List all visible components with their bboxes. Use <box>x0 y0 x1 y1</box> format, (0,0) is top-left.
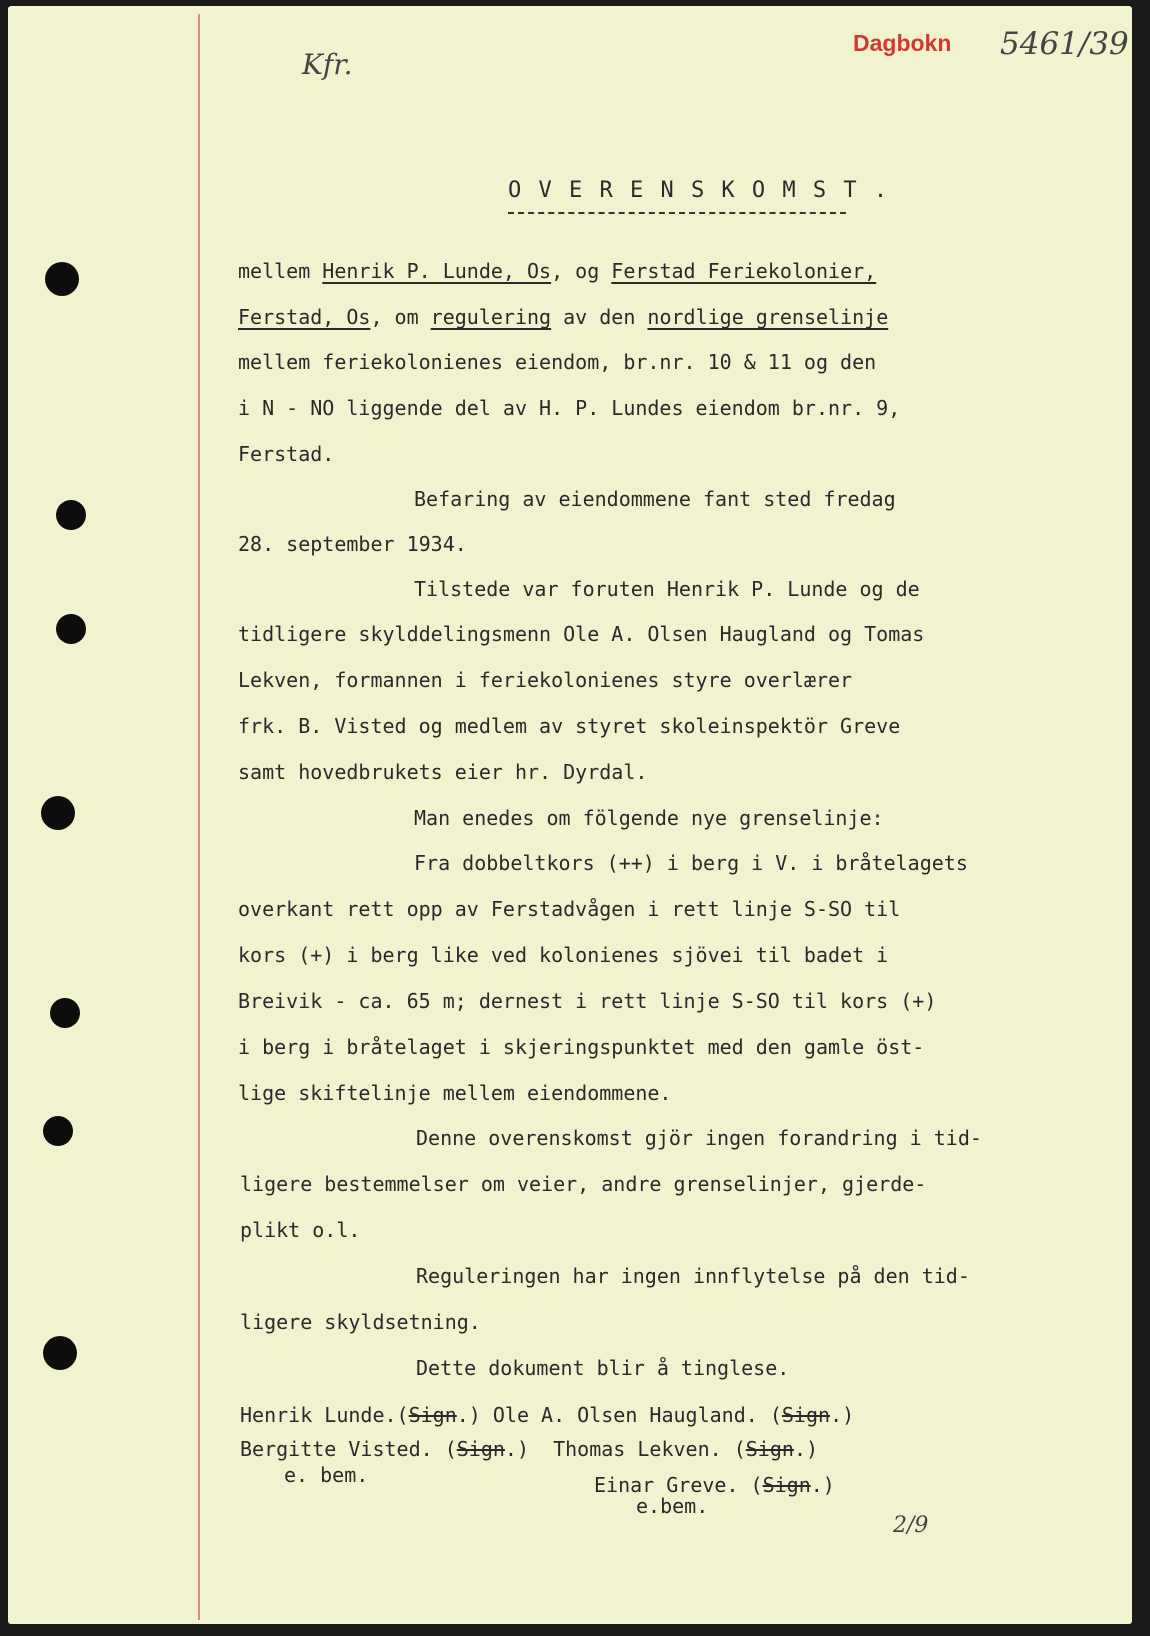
signature-line: Bergitte Visted. (Sign.) Thomas Lekven. (Sign.) <box>240 1437 819 1461</box>
text-line: mellem Henrik P. Lunde, Os, og Ferstad Feriekolonier, <box>238 259 877 283</box>
text-line: Lekven, formannen i feriekolonienes styre overlærer <box>238 668 853 692</box>
text-line: i N - NO liggende del av H. P. Lundes eiendom br.nr. 9, <box>238 396 901 420</box>
margin-line <box>198 14 200 1620</box>
text-line: plikt o.l. <box>240 1218 361 1242</box>
punch-hole <box>43 1116 73 1146</box>
text-line: Denne overenskomst gjör ingen forandring i tid- <box>416 1126 982 1150</box>
text-line: lige skiftelinje mellem eiendommene. <box>238 1081 672 1105</box>
signature-line: Einar Greve. (Sign.) <box>594 1473 835 1497</box>
text-line: i berg i bråtelaget i skjeringspunktet med den gamle öst- <box>238 1035 925 1059</box>
handwritten-doc-number: 5461/39 <box>1000 26 1129 62</box>
text-line: samt hovedbrukets eier hr. Dyrdal. <box>238 760 648 784</box>
text-line: Befaring av eiendommene fant sted fredag <box>414 487 896 511</box>
text-line: tidligere skylddelingsmenn Ole A. Olsen Haugland og Tomas <box>238 622 925 646</box>
text-line: Reguleringen har ingen innflytelse på den tid- <box>416 1264 970 1288</box>
handwritten-initials: Kfr. <box>302 48 353 81</box>
text-line: frk. B. Visted og medlem av styret skoleinspektör Greve <box>238 714 901 738</box>
punch-hole <box>41 796 75 830</box>
text-line: overkant rett opp av Ferstadvågen i rett linje S-SO til <box>238 897 901 921</box>
punch-hole <box>56 614 86 644</box>
text-line: mellem feriekolonienes eiendom, br.nr. 10 & 11 og den <box>238 350 877 374</box>
handwritten-note: 2/9 <box>893 1513 929 1538</box>
text-line: Dette dokument blir å tinglese. <box>416 1356 790 1380</box>
text-line: Ferstad, Os, om regulering av den nordlige grenselinje <box>238 305 889 329</box>
text-line: Man enedes om fölgende nye grenselinje: <box>414 806 884 830</box>
text-line: kors (+) i berg like ved kolonienes sjövei til badet i <box>238 943 889 967</box>
text-line: Ferstad. <box>238 442 335 466</box>
dagbok-stamp: Dagbokn <box>853 30 952 56</box>
signature-title: e.bem. <box>636 1494 709 1518</box>
punch-hole <box>56 500 86 530</box>
text-line: Fra dobbeltkors (++) i berg i V. i bråtelagets <box>414 851 968 875</box>
text-line: Tilstede var foruten Henrik P. Lunde og de <box>414 577 920 601</box>
punch-hole <box>43 1336 77 1370</box>
punch-hole <box>45 262 79 296</box>
signature-title: e. bem. <box>284 1463 369 1487</box>
text-line: ligere skyldsetning. <box>240 1310 481 1334</box>
signature-line: Henrik Lunde.(Sign.) Ole A. Olsen Haugland. (Sign.) <box>240 1403 855 1427</box>
document-title: O V E R E N S K O M S T . <box>508 178 890 203</box>
punch-hole <box>50 998 80 1028</box>
title-underline <box>508 212 846 214</box>
text-line: Breivik - ca. 65 m; dernest i rett linje S-SO til kors (+) <box>238 989 937 1013</box>
text-line: 28. september 1934. <box>238 532 467 556</box>
text-line: ligere bestemmelser om veier, andre grenselinjer, gjerde- <box>240 1172 927 1196</box>
